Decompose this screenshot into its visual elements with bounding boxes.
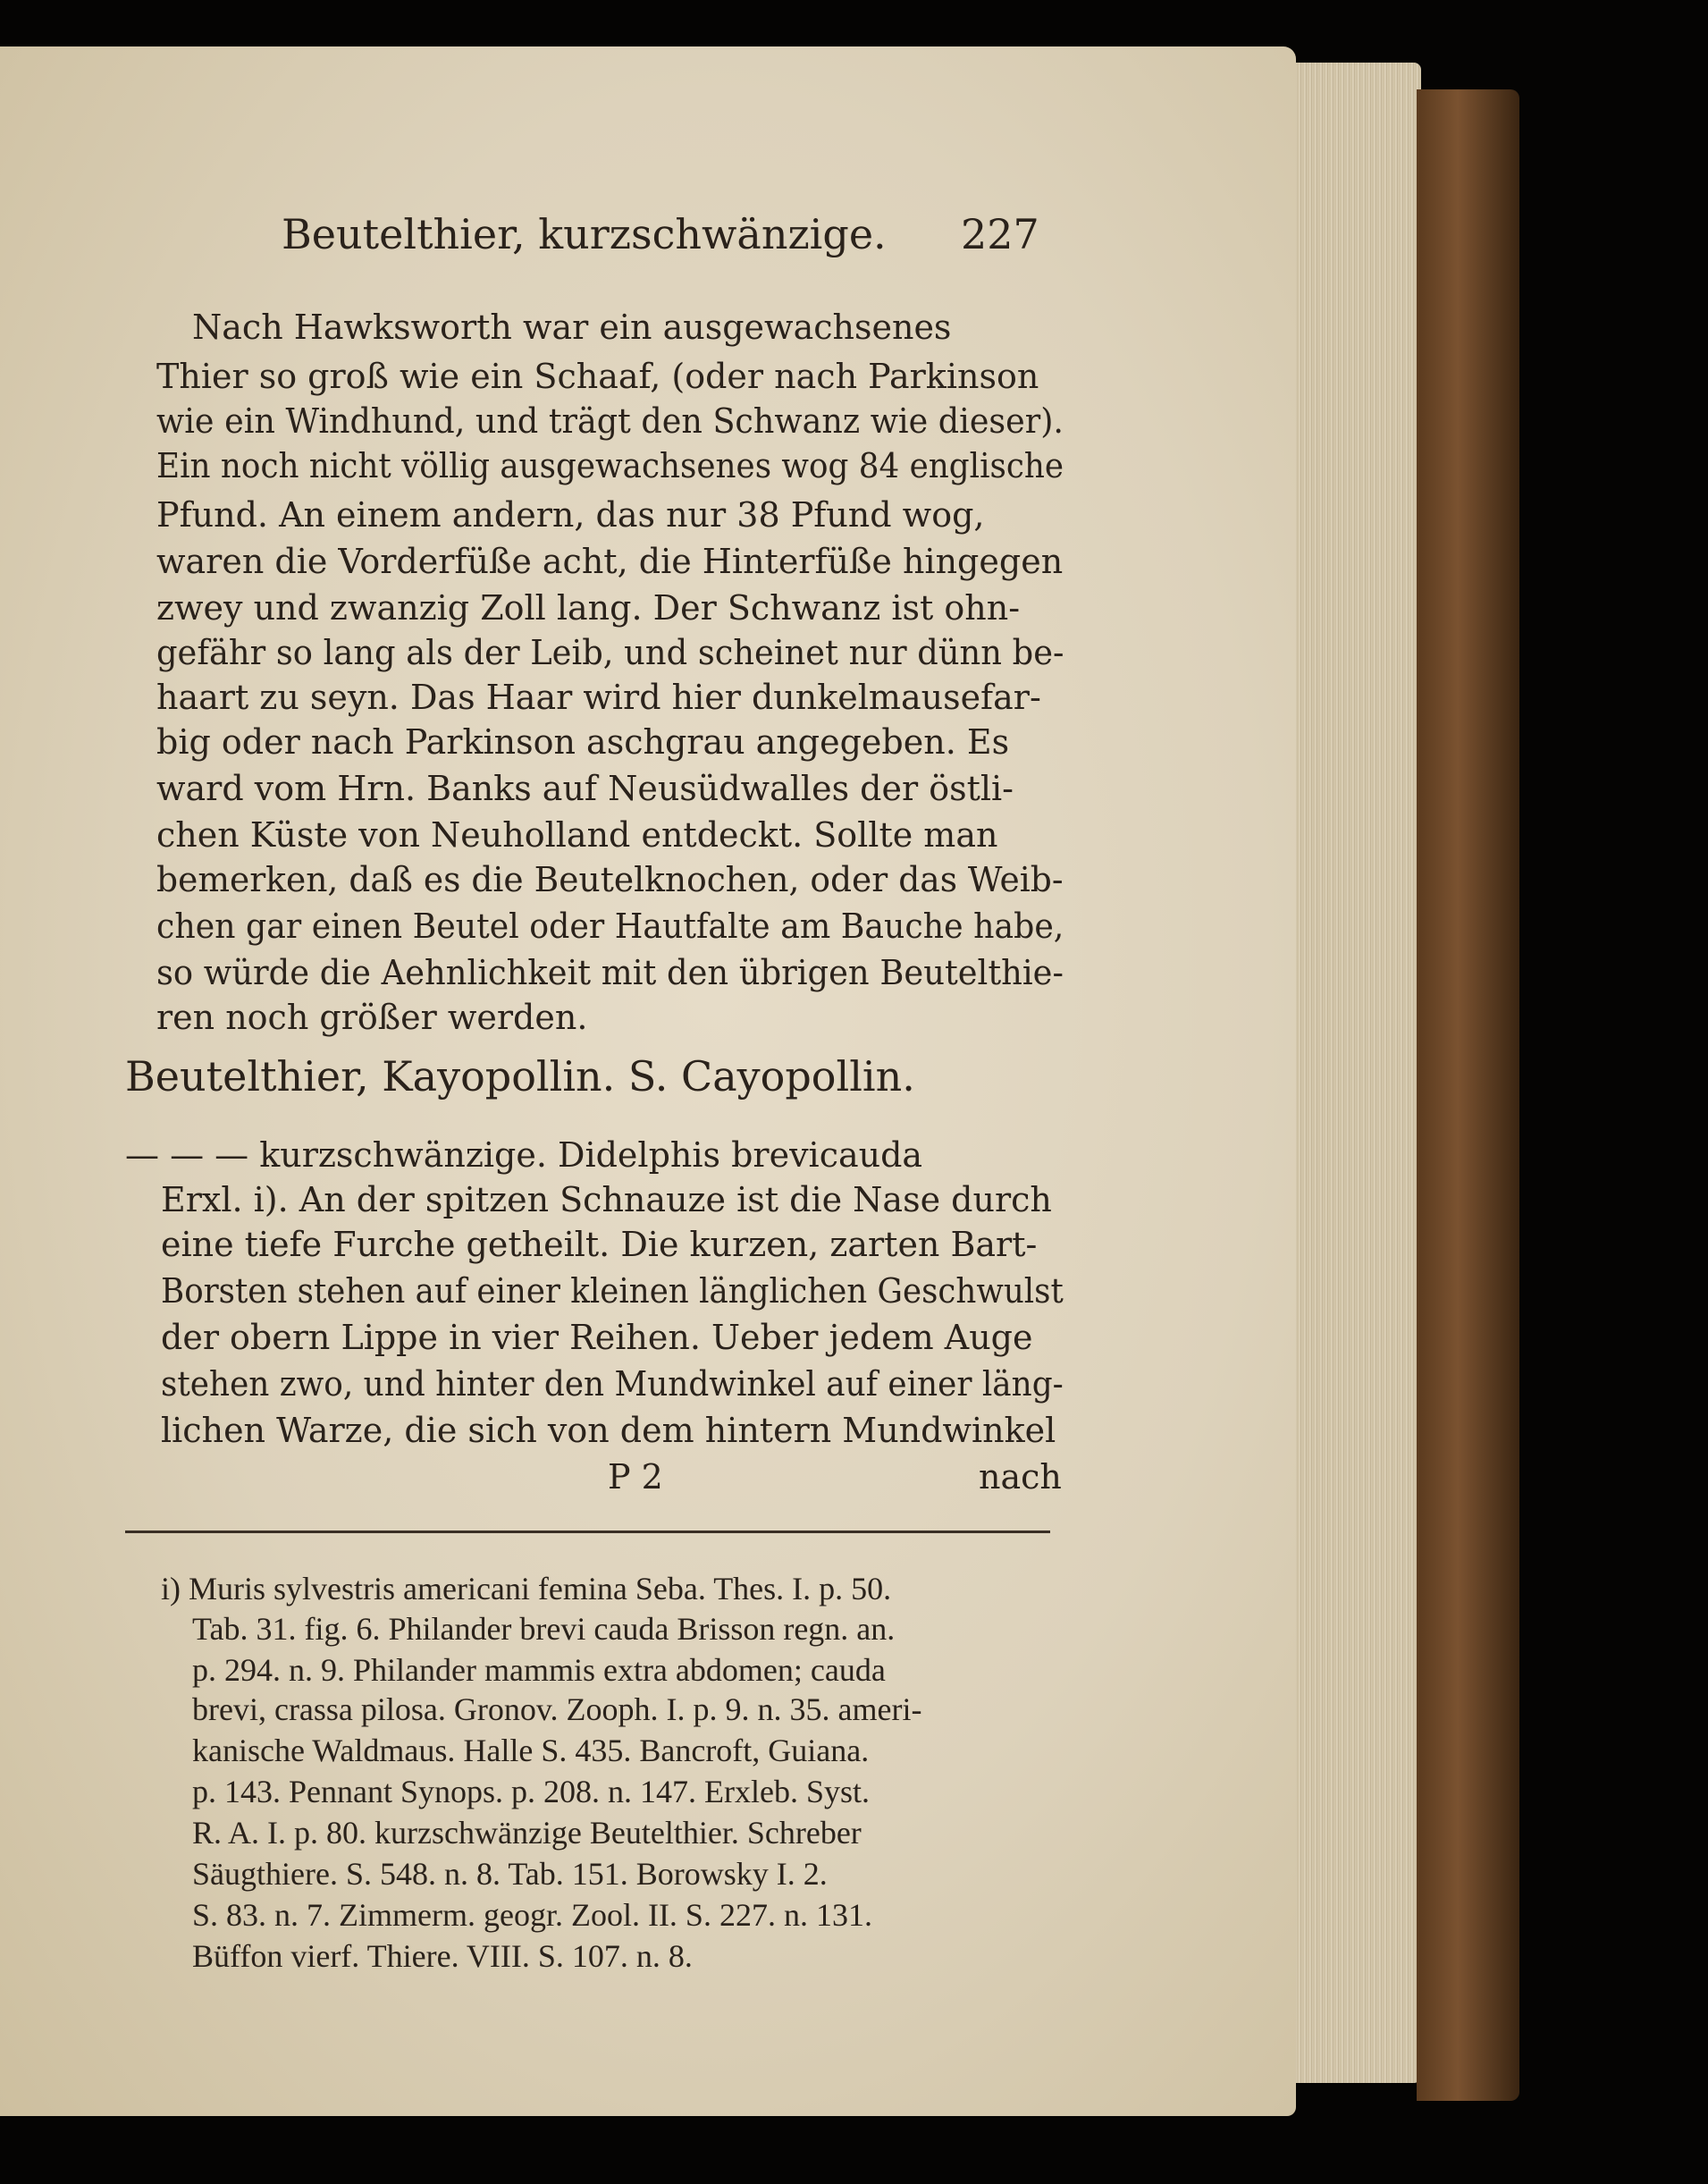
entry-line: der obern Lippe in vier Reihen. Ueber jedem Auge — [161, 1318, 1033, 1357]
footnote-line: Tab. 31. fig. 6. Philander brevi cauda Brisson regn. an. — [192, 1611, 896, 1647]
body-line: so würde die Aehnlichkeit mit den übrigen Beutelthie- — [156, 953, 1064, 992]
entry-line: Erxl. i). An der spitzen Schnauze ist die Nase durch — [161, 1180, 1052, 1219]
body-line: Thier so groß wie ein Schaaf, (oder nach Parkinson — [156, 357, 1039, 396]
entry-line: — — — kurzschwänzige. Didelphis brevicauda — [125, 1135, 923, 1175]
footnote-line: kanische Waldmaus. Halle S. 435. Bancroft, Guiana. — [192, 1733, 870, 1768]
body-line: Pfund. An einem andern, das nur 38 Pfund wog, — [156, 495, 985, 535]
signature-mark: P 2 — [608, 1457, 663, 1497]
body-line: ren noch größer werden. — [156, 998, 588, 1037]
footnote-line: i) Muris sylvestris americani femina Seba. Thes. I. p. 50. — [161, 1571, 892, 1606]
body-line: Ein noch nicht völlig ausgewachsenes wog 84 englische — [156, 446, 1064, 485]
body-line: haart zu seyn. Das Haar wird hier dunkelmausefar- — [156, 678, 1041, 717]
entry-line: stehen zwo, und hinter den Mundwinkel auf einer läng- — [161, 1364, 1064, 1404]
body-line: chen gar einen Beutel oder Hautfalte am Bauche habe, — [156, 906, 1064, 946]
entry-heading: Beutelthier, Kayopollin. S. Cayopollin. — [125, 1052, 915, 1100]
page-number: 227 — [961, 210, 1039, 258]
footnote-line: Büffon vierf. Thiere. VIII. S. 107. n. 8. — [192, 1938, 693, 1974]
body-line: Nach Hawksworth war ein ausgewachsenes — [192, 308, 952, 347]
body-line: ward vom Hrn. Banks auf Neusüdwalles der östli- — [156, 769, 1014, 808]
body-line: gefähr so lang als der Leib, und scheinet nur dünn be- — [156, 633, 1064, 672]
body-line: bemerken, daß es die Beutelknochen, oder das Weib- — [156, 860, 1064, 899]
body-line: waren die Vorderfüße acht, die Hinterfüße hingegen — [156, 542, 1064, 581]
running-title: Beutelthier, kurzschwänzige. — [282, 210, 887, 258]
footnote-line: Säugthiere. S. 548. n. 8. Tab. 151. Borowsky I. 2. — [192, 1856, 828, 1892]
body-line: wie ein Windhund, und trägt den Schwanz wie dieser). — [156, 401, 1064, 441]
body-line: zwey und zwanzig Zoll lang. Der Schwanz ist ohn- — [156, 588, 1021, 628]
entry-line: eine tiefe Furche getheilt. Die kurzen, zarten Bart- — [161, 1225, 1038, 1264]
footnote-line: S. 83. n. 7. Zimmerm. geogr. Zool. II. S. 227. n. 131. — [192, 1897, 872, 1933]
catchword: nach — [979, 1457, 1062, 1497]
entry-line: lichen Warze, die sich von dem hintern Mundwinkel — [161, 1411, 1056, 1450]
body-line: big oder nach Parkinson aschgrau angegeben. Es — [156, 722, 1010, 762]
body-line: chen Küste von Neuholland entdeckt. Sollte man — [156, 815, 998, 855]
footnote-line: p. 294. n. 9. Philander mammis extra abdomen; cauda — [192, 1652, 886, 1688]
footnote-rule — [125, 1530, 1050, 1533]
footnote-line: R. A. I. p. 80. kurzschwänzige Beutelthier. Schreber — [192, 1815, 862, 1851]
footnote-line: p. 143. Pennant Synops. p. 208. n. 147. Erxleb. Syst. — [192, 1774, 871, 1809]
footnote-line: brevi, crassa pilosa. Gronov. Zooph. I. p. 9. n. 35. ameri- — [192, 1691, 922, 1727]
entry-line: Borsten stehen auf einer kleinen länglichen Geschwulst — [161, 1271, 1064, 1311]
